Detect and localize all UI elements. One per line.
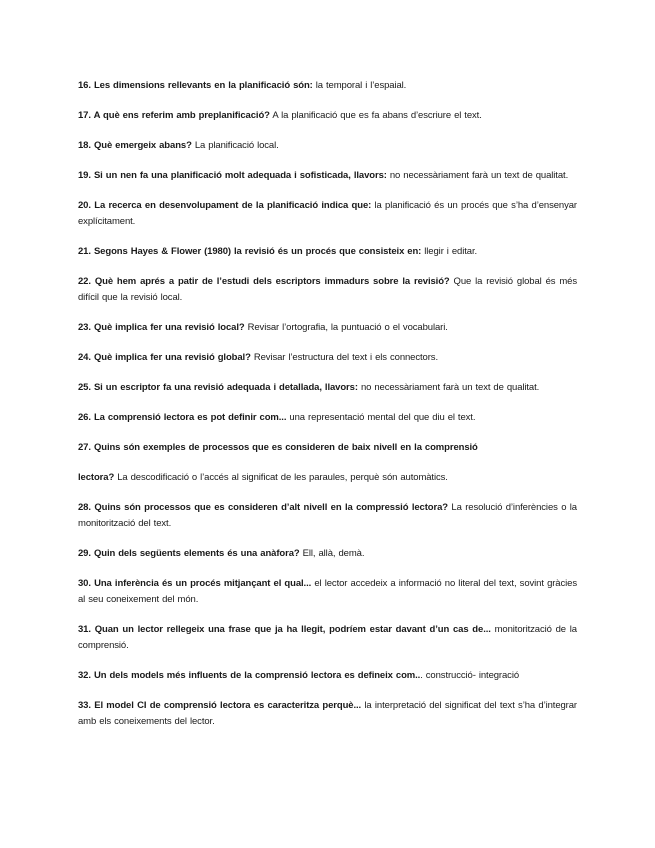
qa-item-31 <box>78 622 577 654</box>
qa-item-16 <box>78 78 577 94</box>
answer: una representació mental del que diu el text. <box>286 412 476 423</box>
qa-item-22 <box>78 274 577 306</box>
qa-item-21 <box>78 244 577 260</box>
question: 18. Què emergeix abans? <box>78 140 192 151</box>
answer: A la planificació que es fa abans d’escriure el text. <box>269 110 482 121</box>
answer: La descodificació o l’accés al significat de les paraules, perquè són automàtics. <box>114 472 448 483</box>
question: 16. Les dimensions rellevants en la planificació són: <box>78 80 313 91</box>
qa-item-17 <box>78 108 577 124</box>
qa-item-26 <box>78 410 577 426</box>
answer: . construcció- integració <box>420 670 520 681</box>
question: 17. A què ens referim amb preplanificació? <box>78 110 270 121</box>
question: 20. La recerca en desenvolupament de la planificació indica que: <box>78 200 372 211</box>
answer: Revisar l’ortografia, la puntuació o el vocabulari. <box>244 322 448 333</box>
qa-item-23 <box>78 320 577 336</box>
question: 33. El model CI de comprensió lectora es caracteritza perquè... <box>78 700 362 711</box>
qa-item-19 <box>78 168 577 184</box>
answer: no necessàriament farà un text de qualitat. <box>357 382 540 393</box>
qa-item-27 <box>78 440 577 456</box>
qa-item-20 <box>78 198 577 230</box>
question: 26. La comprensió lectora es pot definir com... <box>78 412 287 423</box>
qa-item-32 <box>78 668 577 684</box>
question: 23. Què implica fer una revisió local? <box>78 322 245 333</box>
answer: la planificació és un procés que s’ha d’ensenyar explícitament. <box>78 200 577 227</box>
answer: La planificació local. <box>191 140 279 151</box>
answer: Ell, allà, demà. <box>299 548 365 559</box>
answer: la temporal i l’espaial. <box>312 80 407 91</box>
question: 31. Quan un lector rellegeix una frase que ja ha llegit, podríem estar davant d’un cas de... <box>78 624 491 635</box>
answer: la interpretació del significat del text s’ha d’integrar amb els coneixements del lector. <box>78 700 577 727</box>
question: 24. Què implica fer una revisió global? <box>78 352 251 363</box>
question: 25. Si un escriptor fa una revisió adequada i detallada, llavors: <box>78 382 358 393</box>
qa-item-30 <box>78 576 577 608</box>
qa-item-25 <box>78 380 577 396</box>
answer: La resolució d’inferències o la monitorització del text. <box>78 502 577 529</box>
question: 19. Si un nen fa una planificació molt adequada i sofisticada, llavors: <box>78 170 387 181</box>
question: 30. Una inferència és un procés mitjançant el qual... <box>78 578 312 589</box>
question: lectora? <box>78 472 115 483</box>
answer: no necessàriament farà un text de qualitat. <box>386 170 569 181</box>
qa-item-28 <box>78 500 577 532</box>
qa-item-27-cont <box>78 470 577 486</box>
answer: monitorització de la comprensió. <box>78 624 577 651</box>
question: 28. Quins són processos que es consideren d’alt nivell en la compressió lectora? <box>78 502 448 513</box>
document-page <box>78 78 577 744</box>
question: 22. Què hem aprés a patir de l’estudi dels escriptors immadurs sobre la revisió? <box>78 276 450 287</box>
question: 32. Un dels models més influents de la comprensió lectora es defineix com.. <box>78 670 421 681</box>
question: 21. Segons Hayes & Flower (1980) la revisió és un procés que consisteix en: <box>78 246 422 257</box>
qa-item-29 <box>78 546 577 562</box>
qa-item-24 <box>78 350 577 366</box>
qa-item-18 <box>78 138 577 154</box>
question: 27. Quins són exemples de processos que es consideren de baix nivell en la comprensió <box>78 442 478 453</box>
answer: Revisar l’estructura del text i els connectors. <box>250 352 438 363</box>
question: 29. Quin dels següents elements és una anàfora? <box>78 548 300 559</box>
answer: llegir i editar. <box>421 246 478 257</box>
answer: el lector accedeix a informació no literal del text, sovint gràcies al seu coneixement del món. <box>78 578 577 605</box>
answer: Que la revisió global és més difícil que la revisió local. <box>78 276 577 303</box>
qa-item-33 <box>78 698 577 730</box>
